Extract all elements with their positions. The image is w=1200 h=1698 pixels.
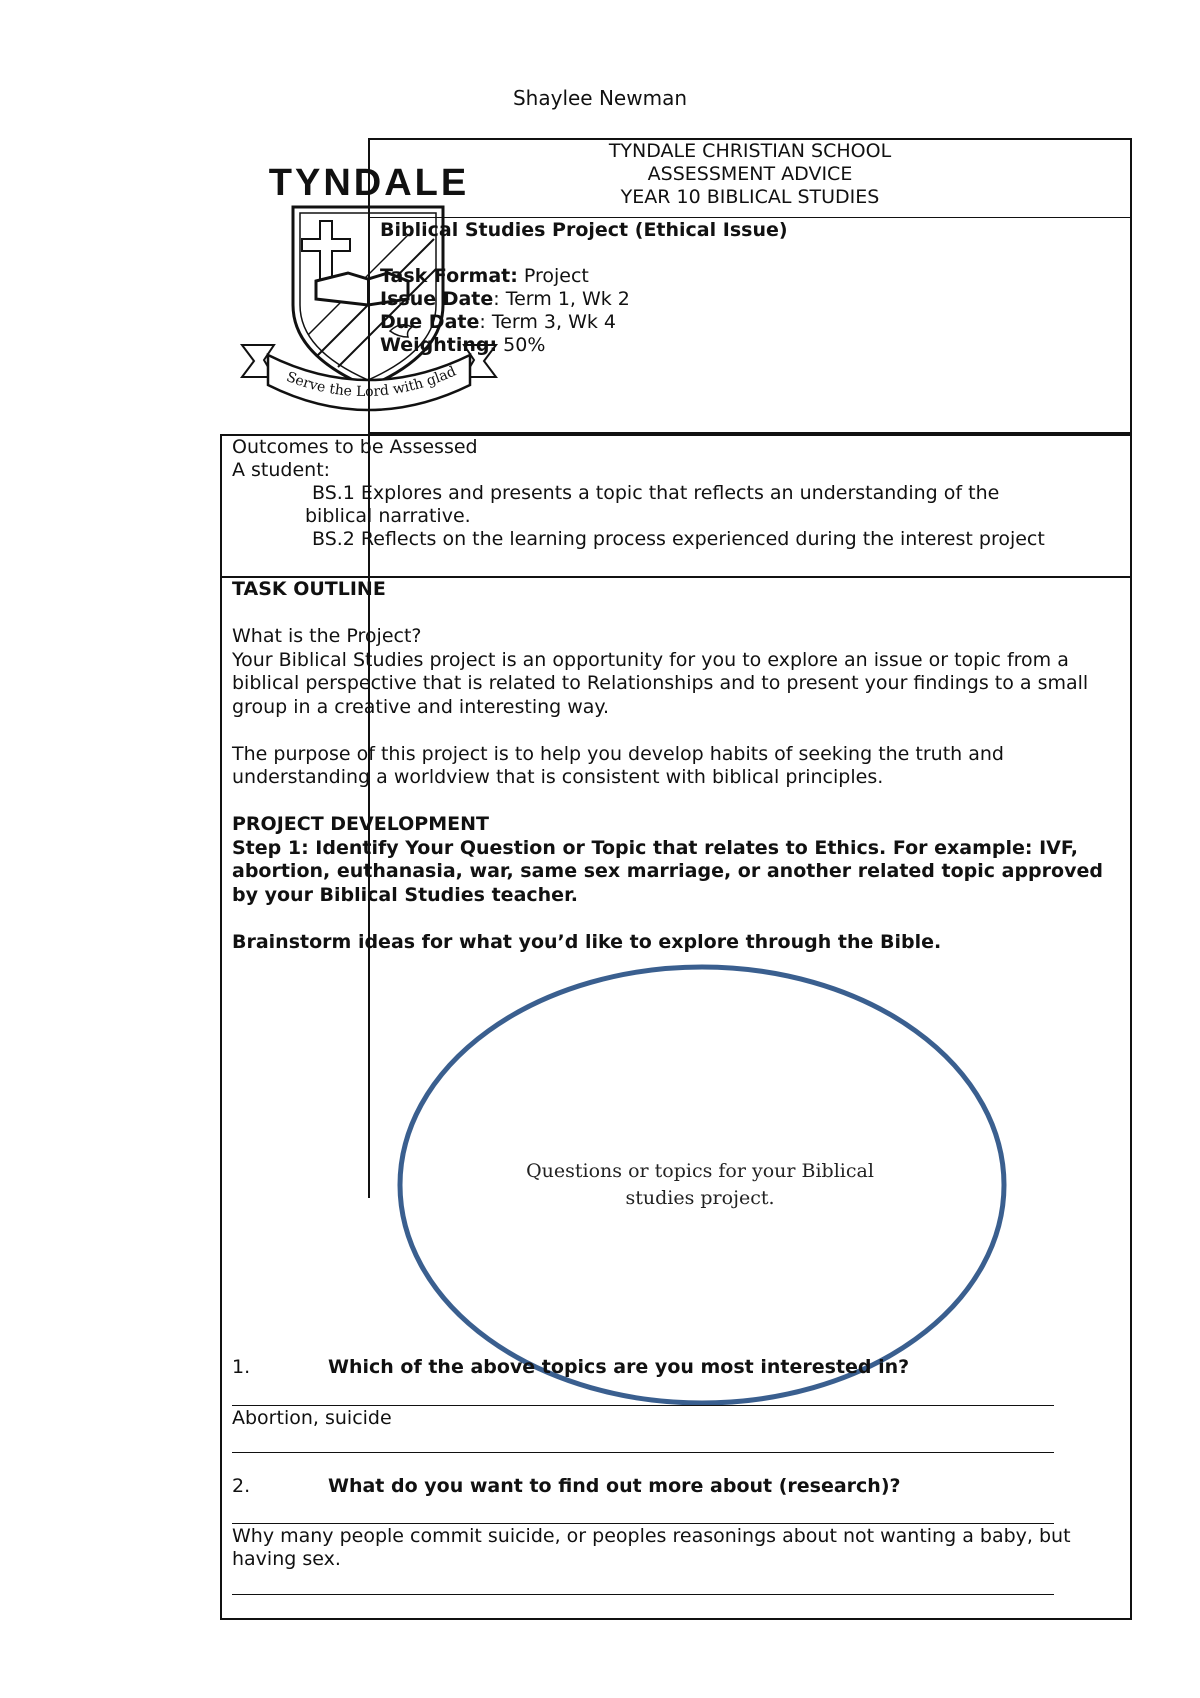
issue-date-row [380, 288, 788, 311]
issue-date-label: Issue Date [380, 288, 494, 310]
weighting-row [380, 334, 788, 357]
weighting-value: 50% [497, 334, 546, 356]
answer-line [232, 1405, 1054, 1406]
task-format-value: Project [517, 265, 589, 287]
answer-2[interactable]: Why many people commit suicide, or peoples reasonings about not wanting a baby, but having sex. [232, 1525, 1071, 1570]
outcome-bs1-cont: biblical narrative. [305, 505, 471, 527]
what-heading: What is the Project? [232, 625, 422, 647]
outcomes-intro: A student: [232, 459, 331, 481]
due-date-label: Due Date [380, 311, 480, 333]
purpose-text: The purpose of this project is to help you develop habits of seeking the truth and understanding a worldview that is consistent with biblical principles. [232, 742, 1004, 788]
student-name: Shaylee Newman [512, 86, 688, 110]
outcomes-heading: Outcomes to be Assessed [232, 436, 478, 458]
task-format-row [380, 265, 788, 288]
development-heading: PROJECT DEVELOPMENT [232, 813, 489, 835]
answer-line [232, 1523, 1054, 1524]
outcomes-section [232, 436, 1112, 551]
question-2-number: 2. [232, 1475, 251, 1497]
task-outline-section [232, 578, 1120, 954]
answer-1[interactable]: Abortion, suicide [232, 1407, 392, 1429]
due-date-value: : Term 3, Wk 4 [479, 311, 616, 333]
logo-wordmark: TYNDALE [268, 162, 470, 204]
answer-line [232, 1594, 1054, 1595]
header-divider [368, 217, 1132, 218]
question-1-label: Which of the above topics are you most interested in? [328, 1356, 910, 1378]
course-name: YEAR 10 BIBLICAL STUDIES [620, 186, 880, 208]
question-1-number: 1. [232, 1356, 251, 1378]
task-details [380, 219, 788, 357]
vertical-rule [368, 138, 370, 1198]
task-format-label: Task Format: [380, 265, 518, 287]
due-date-row [380, 311, 788, 334]
step1-text: Step 1: Identify Your Question or Topic that relates to Ethics. For example: IVF, abortion, euthanasia, war, same sex marriage, or another related topic approved by your Biblical Studies teacher. [232, 836, 1103, 906]
answer-line [232, 1452, 1054, 1453]
ellipse-label: Questions or topics for your Biblical studies project. [526, 1160, 874, 1209]
what-body: Your Biblical Studies project is an opportunity for you to explore an issue or topic from a biblical perspective that is related to Relationships and to present your findings to a small group in a creative and interesting way. [232, 648, 1089, 718]
project-title: Biblical Studies Project (Ethical Issue) [380, 219, 788, 241]
task-outline-heading: TASK OUTLINE [232, 578, 386, 600]
header-title [368, 140, 1132, 209]
question-2-label: What do you want to find out more about (research)? [328, 1475, 901, 1497]
document-type: ASSESSMENT ADVICE [647, 163, 853, 185]
outcome-bs1: BS.1 Explores and presents a topic that reflects an understanding of the [312, 482, 1000, 504]
issue-date-value: : Term 1, Wk 2 [493, 288, 630, 310]
school-name: TYNDALE CHRISTIAN SCHOOL [608, 140, 892, 162]
weighting-label: Weighting: [380, 334, 498, 356]
logo-motto: Serve the Lord with glad [284, 363, 459, 401]
outcome-bs2: BS.2 Reflects on the learning process experienced during the interest project [312, 528, 1045, 550]
brainstorm-text: Brainstorm ideas for what you’d like to explore through the Bible. [232, 930, 942, 953]
